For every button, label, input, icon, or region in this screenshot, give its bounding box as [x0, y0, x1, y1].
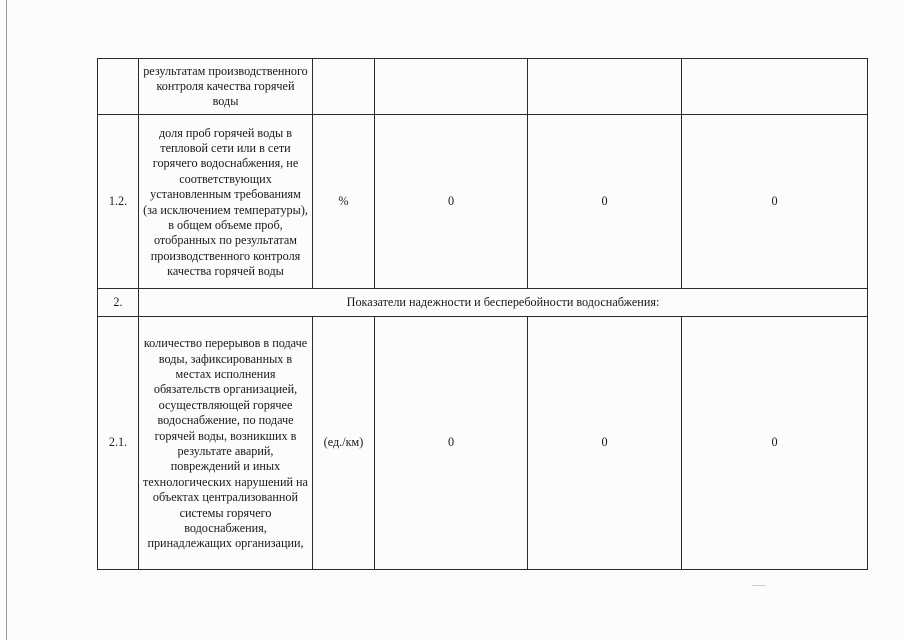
unit-cell [313, 59, 375, 115]
row-number [98, 59, 139, 115]
value-cell-2: 0 [528, 115, 682, 289]
table-row [98, 317, 868, 570]
table-row [98, 59, 868, 115]
section-number: 2. [98, 288, 139, 316]
unit-cell: % [313, 115, 375, 289]
indicator-name: количество перерывов в подаче воды, зафиксированных в местах исполнения обязательств организацией, осуществляющей горячее водоснабжение, по подаче горячей воды, возникших в результате аварий, повреждений и иных технологических нарушений на объектах централизованной системы горячего водоснабжения, принадлежащих организации, [139, 317, 313, 570]
scan-artifact [752, 585, 766, 586]
page-edge-line [6, 0, 7, 640]
section-title: Показатели надежности и бесперебойности водоснабжения: [139, 288, 868, 316]
value-cell-3: 0 [682, 317, 868, 570]
section-row [98, 288, 868, 316]
indicators-table [97, 58, 868, 570]
table-row [98, 115, 868, 289]
indicator-name: доля проб горячей воды в тепловой сети или в сети горячего водоснабжения, не соответствующих установленным требованиям (за исключением температуры), в общем объеме проб, отобранных по результатам производственного контроля качества горячей воды [139, 115, 313, 289]
value-cell-3 [682, 59, 868, 115]
value-cell-1 [375, 59, 528, 115]
unit-cell: (ед./км) [313, 317, 375, 570]
value-cell-3: 0 [682, 115, 868, 289]
value-cell-1: 0 [375, 317, 528, 570]
value-cell-2 [528, 59, 682, 115]
row-number: 1.2. [98, 115, 139, 289]
value-cell-2: 0 [528, 317, 682, 570]
indicator-name: результатам производственного контроля качества горячей воды [139, 59, 313, 115]
row-number: 2.1. [98, 317, 139, 570]
value-cell-1: 0 [375, 115, 528, 289]
